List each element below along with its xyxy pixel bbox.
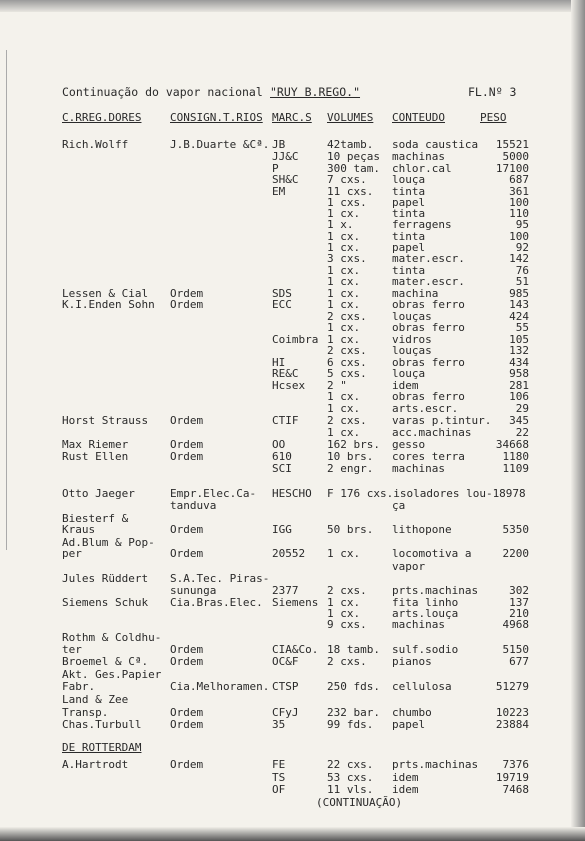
margin-line: [6, 50, 7, 550]
cell-c4: 2 cxs.: [327, 344, 367, 357]
column-header-volumes: VOLUMES: [327, 111, 374, 124]
cell-weight: 302: [509, 584, 529, 597]
cell-c5: cores terra: [392, 450, 465, 463]
cell-c2: Ordem: [170, 758, 204, 771]
cell-c5: obras ferro: [392, 321, 465, 334]
cell-c1: K.I.Enden Sohn: [62, 298, 155, 311]
cell-c4: 1 cx.: [327, 596, 361, 609]
cell-c1: Lessen & Cial: [62, 287, 149, 300]
cell-c3: SDS: [272, 287, 292, 300]
cell-c3: TS: [272, 771, 286, 784]
cell-c1: Max Riemer: [62, 438, 129, 451]
cell-c4: 3 cxs.: [327, 252, 367, 265]
scan-top-edge: [0, 0, 585, 12]
cell-c4: F 176 cxs.isoladores lou-18978: [327, 487, 526, 500]
cell-c3: FE: [272, 758, 286, 771]
cell-c5: papel: [392, 241, 426, 254]
cell-c5: vidros: [392, 333, 432, 346]
cell-c4: 2 ": [327, 379, 347, 392]
cell-c1: ter: [62, 643, 82, 656]
cell-weight: 345: [509, 414, 529, 427]
cell-c3: 20552: [272, 547, 306, 560]
cell-c1: Biesterf &: [62, 512, 129, 525]
cell-weight: 15521: [495, 138, 529, 151]
cell-c2: Ordem: [170, 706, 204, 719]
cell-c2: Ordem: [170, 298, 204, 311]
cell-c5: prts.machinas: [392, 758, 479, 771]
cell-weight: 5000: [502, 150, 529, 163]
cell-weight: 958: [509, 367, 529, 380]
cell-weight: 7468: [502, 783, 529, 796]
document-title: Continuação do vapor nacional: [62, 85, 263, 99]
cell-weight: 110: [509, 207, 529, 220]
cell-c4: 1 cxs.: [327, 196, 367, 209]
cell-c5: fita linho: [392, 596, 459, 609]
column-header-consignees: CONSIGN.T.RIOS: [170, 111, 263, 124]
cell-c3: CTSP: [272, 680, 299, 693]
cell-c1: Akt. Ges.Papier: [62, 668, 162, 681]
cell-c5: machinas: [392, 618, 445, 631]
cell-c1: Transp.: [62, 706, 109, 719]
cell-c1: Fabr.: [62, 680, 96, 693]
cell-c5: arts.louça: [392, 607, 459, 620]
cell-c5: obras ferro: [392, 390, 465, 403]
cell-c5: pianos: [392, 655, 432, 668]
cell-c5: acc.machinas: [392, 426, 472, 439]
cell-weight: 17100: [495, 162, 529, 175]
cell-weight: 100: [509, 230, 529, 243]
cell-weight: 51: [515, 275, 529, 288]
cell-c5: louças: [392, 344, 432, 357]
cell-c5: arts.escr.: [392, 402, 459, 415]
cell-c3: JB: [272, 138, 286, 151]
cell-c4: 1 cx.: [327, 333, 361, 346]
cell-weight: 55: [515, 321, 529, 334]
cell-c4: 10 peças: [327, 150, 380, 163]
cell-weight: 2200: [502, 547, 529, 560]
cell-c4: 99 fds.: [327, 718, 374, 731]
cell-weight: 22: [515, 426, 529, 439]
cell-c2: Empr.Elec.Ca-: [170, 487, 257, 500]
cell-c1: Rust Ellen: [62, 450, 129, 463]
cell-c2: tanduva: [170, 499, 217, 512]
cell-weight: 985: [509, 287, 529, 300]
cell-c4: 1 cx.: [327, 298, 361, 311]
scan-right-edge: [571, 0, 585, 841]
cell-c3: HESCHO: [272, 487, 312, 500]
cell-c5: papel: [392, 718, 426, 731]
cell-c4: 7 cxs.: [327, 173, 367, 186]
cell-c5: louça: [392, 367, 426, 380]
cell-c4: 1 cx.: [327, 607, 361, 620]
cell-c1: Ad.Blum & Pop-: [62, 536, 155, 549]
cell-weight: 142: [509, 252, 529, 265]
cell-c3: EM: [272, 185, 286, 198]
cell-c1: Jules Rüddert: [62, 572, 149, 585]
cell-c4: 2 cxs.: [327, 584, 367, 597]
column-header-weight: PESO: [480, 111, 507, 124]
cell-weight: 5150: [502, 643, 529, 656]
cell-weight: 106: [509, 390, 529, 403]
cell-c4: 250 fds.: [327, 680, 380, 693]
cell-c3: 2377: [272, 584, 299, 597]
cell-c4: 18 tamb.: [327, 643, 380, 656]
cell-c3: Hcsex: [272, 379, 306, 392]
cell-c5: mater.escr.: [392, 275, 465, 288]
column-header-marks: MARC.S: [272, 111, 312, 124]
cell-c4: 6 cxs.: [327, 356, 367, 369]
cell-c4: 11 vls.: [327, 783, 374, 796]
cell-c2: Ordem: [170, 287, 204, 300]
cell-c4: 53 cxs.: [327, 771, 374, 784]
cell-c5: varas p.tintur.: [392, 414, 492, 427]
cell-c3: 35: [272, 718, 286, 731]
cell-c5: machina: [392, 287, 439, 300]
cell-c4: 5 cxs.: [327, 367, 367, 380]
cell-c4: 42tamb.: [327, 138, 374, 151]
cell-c4: 1 cx.: [327, 402, 361, 415]
cell-c1: Rothm & Coldhu-: [62, 631, 162, 644]
cell-weight: 1109: [502, 462, 529, 475]
cell-c4: 2 cxs.: [327, 310, 367, 323]
cell-c1: Horst Strauss: [62, 414, 149, 427]
cell-c1: Otto Jaeger: [62, 487, 135, 500]
cell-weight: 424: [509, 310, 529, 323]
cell-c2: Ordem: [170, 643, 204, 656]
cell-c4: 1 cx.: [327, 287, 361, 300]
cell-weight: 5350: [502, 523, 529, 536]
scan-bottom-edge: [0, 827, 585, 841]
column-header-contents: CONTEUDO: [392, 111, 445, 124]
cell-c5: machinas: [392, 462, 445, 475]
cell-weight: 92: [515, 241, 529, 254]
cell-c2: Ordem: [170, 450, 204, 463]
cell-c1: Siemens Schuk: [62, 596, 149, 609]
cell-c4: 300 tam.: [327, 162, 380, 175]
cell-c3: 610: [272, 450, 292, 463]
cell-c3: Coimbra: [272, 333, 319, 346]
cell-c5: chlor.cal: [392, 162, 452, 175]
cell-weight: 143: [509, 298, 529, 311]
cell-c4: 1 cx.: [327, 264, 361, 277]
cell-c1: A.Hartrodt: [62, 758, 129, 771]
cell-c5: mater.escr.: [392, 252, 465, 265]
cell-c3: CTIF: [272, 414, 299, 427]
cell-c5: gesso: [392, 438, 426, 451]
cell-c2: sununga: [170, 584, 217, 597]
cell-c5: tinta: [392, 185, 426, 198]
cell-c5: machinas: [392, 150, 445, 163]
cell-c3: CFyJ: [272, 706, 299, 719]
cell-c3: IGG: [272, 523, 292, 536]
cell-c4: 9 cxs.: [327, 618, 367, 631]
cell-c4: 1 cx.: [327, 275, 361, 288]
cell-c5: ça: [392, 499, 406, 512]
cell-weight: 137: [509, 596, 529, 609]
cell-weight: 361: [509, 185, 529, 198]
cell-c1: Chas.Turbull: [62, 718, 142, 731]
cell-c5: tinta: [392, 264, 426, 277]
cell-c1: per: [62, 547, 82, 560]
cell-c5: soda caustica: [392, 138, 479, 151]
cell-weight: 23884: [495, 718, 529, 731]
cell-weight: 1180: [502, 450, 529, 463]
cell-c1: Land & Zee: [62, 693, 129, 706]
cell-c5: sulf.sodio: [392, 643, 459, 656]
cell-c2: Ordem: [170, 523, 204, 536]
cell-c3: JJ&C: [272, 150, 299, 163]
cell-c5: ferragens: [392, 218, 452, 231]
cell-c4: 1 x.: [327, 218, 354, 231]
cell-c2: Cia.Melhoramen.: [170, 680, 270, 693]
cell-c5: prts.machinas: [392, 584, 479, 597]
cell-weight: 76: [515, 264, 529, 277]
cell-c4: 2 cxs.: [327, 655, 367, 668]
cell-c5: locomotiva a: [392, 547, 472, 560]
cell-weight: 210: [509, 607, 529, 620]
cell-c3: P: [272, 162, 279, 175]
cell-c5: obras ferro: [392, 298, 465, 311]
cell-weight: 7376: [502, 758, 529, 771]
sheet-number: FL.Nº 3: [468, 85, 517, 99]
cell-c3: Siemens: [272, 596, 319, 609]
cell-c4: 1 cx.: [327, 207, 361, 220]
cell-c2: Cia.Bras.Elec.: [170, 596, 263, 609]
cell-c2: Ordem: [170, 414, 204, 427]
cell-c4: 1 cx.: [327, 547, 361, 560]
cell-c5: chumbo: [392, 706, 432, 719]
cell-weight: 51279: [495, 680, 529, 693]
cell-weight: 677: [509, 655, 529, 668]
cell-c4: 1 cx.: [327, 390, 361, 403]
cell-c3: CIA&Co.: [272, 643, 319, 656]
cell-c3: SH&C: [272, 173, 299, 186]
cell-c5: obras ferro: [392, 356, 465, 369]
cell-c5: papel: [392, 196, 426, 209]
cell-c3: SCI: [272, 462, 292, 475]
cell-weight: 105: [509, 333, 529, 346]
cell-weight: 95: [515, 218, 529, 231]
cell-c2: J.B.Duarte &Cª.: [170, 138, 270, 151]
cell-c4: 11 cxs.: [327, 185, 374, 198]
cell-c5: lithopone: [392, 523, 452, 536]
cell-weight: 4968: [502, 618, 529, 631]
continuation-note: (CONTINUAÇÃO): [316, 796, 403, 809]
cell-c2: Ordem: [170, 438, 204, 451]
cell-weight: 10223: [495, 706, 529, 719]
cell-c2: Ordem: [170, 547, 204, 560]
cell-c4: 1 cx.: [327, 426, 361, 439]
cell-c5: idem: [392, 379, 419, 392]
cell-c4: 1 cx.: [327, 230, 361, 243]
cell-c5: louça: [392, 173, 426, 186]
cell-c4: 1 cx.: [327, 241, 361, 254]
cell-c2: S.A.Tec. Piras-: [170, 572, 270, 585]
cell-c3: ECC: [272, 298, 292, 311]
column-header-shippers: C.RREG.DORES: [62, 111, 142, 124]
cell-weight: 100: [509, 196, 529, 209]
cell-c5: cellulosa: [392, 680, 452, 693]
cell-c5: idem: [392, 771, 419, 784]
cell-weight: 434: [509, 356, 529, 369]
cell-weight: 687: [509, 173, 529, 186]
cell-c1: Rich.Wolff: [62, 138, 129, 151]
cell-weight: 34668: [495, 438, 529, 451]
cell-c4: 10 brs.: [327, 450, 374, 463]
cell-c4: 22 cxs.: [327, 758, 374, 771]
cell-c4: 2 engr.: [327, 462, 374, 475]
cell-c5: idem: [392, 783, 419, 796]
cell-c4: 50 brs.: [327, 523, 374, 536]
cell-c3: RE&C: [272, 367, 299, 380]
cell-c4: 162 brs.: [327, 438, 380, 451]
cell-c4: 2 cxs.: [327, 414, 367, 427]
cell-c5: vapor: [392, 560, 426, 573]
cell-weight: 281: [509, 379, 529, 392]
cell-c3: OF: [272, 783, 286, 796]
cell-c2: Ordem: [170, 655, 204, 668]
cell-c1: Kraus: [62, 523, 96, 536]
cell-c4: 232 bar.: [327, 706, 380, 719]
cell-c5: tinta: [392, 207, 426, 220]
cell-c3: OO: [272, 438, 286, 451]
cell-weight: 132: [509, 344, 529, 357]
cell-c5: louças: [392, 310, 432, 323]
cell-weight: 19719: [495, 771, 529, 784]
cell-c3: HI: [272, 356, 286, 369]
cell-c5: tinta: [392, 230, 426, 243]
cell-c1: DE ROTTERDAM: [62, 741, 142, 754]
cell-c1: Broemel & Cª.: [62, 655, 149, 668]
cell-c4: 1 cx.: [327, 321, 361, 334]
cell-c3: OC&F: [272, 655, 299, 668]
cell-c2: Ordem: [170, 718, 204, 731]
ship-name: "RUY B.REGO.": [270, 85, 361, 99]
cell-weight: 29: [515, 402, 529, 415]
